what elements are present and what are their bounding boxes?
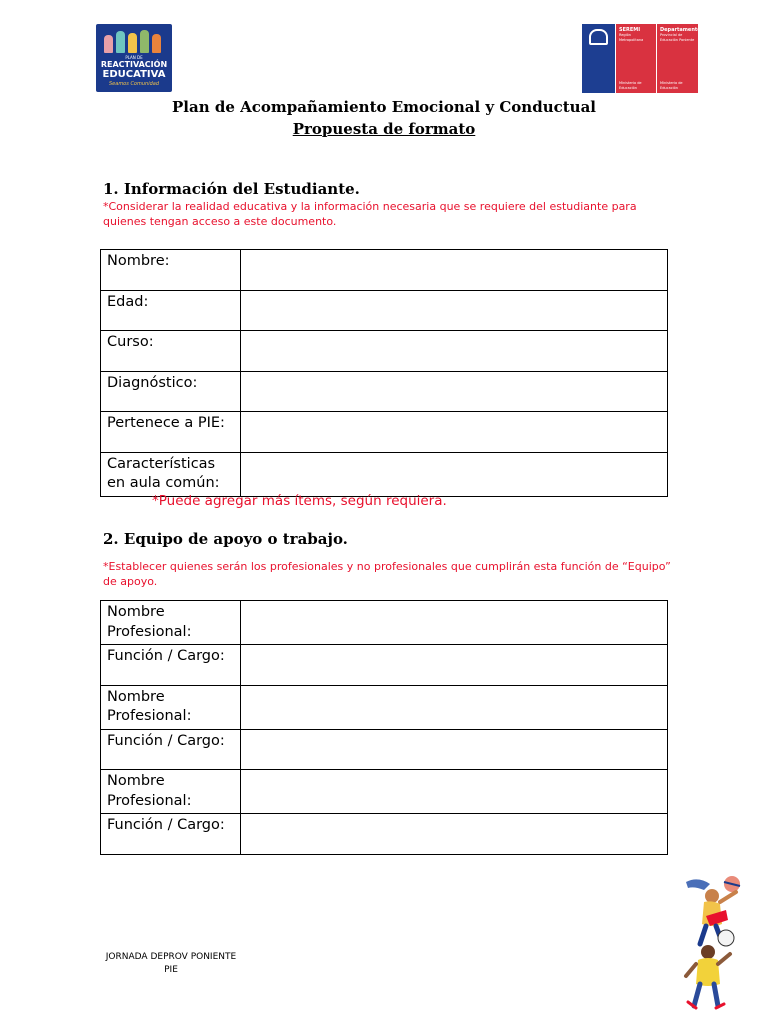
deprov-sub: Provincial de Educación Poniente [660,33,695,42]
seremi-bottom: Ministerio de Educación [619,81,642,90]
section1-heading: 1. Información del Estudiante. [103,180,360,198]
table-row [101,290,668,331]
row-label: Diagnóstico: [101,371,241,412]
row-value-field[interactable] [240,645,667,686]
seremi-sub: Región Metropolitana [619,33,644,42]
deprov-title: Departamento [660,27,701,33]
section1-note: *Considerar la realidad educativa y la información necesaria que se requiere del estudiante para quienes tengan acceso a este documento. [103,200,637,228]
deprov-bottom: Ministerio de Educación [660,81,683,90]
row-label: Características en aula común: [101,452,241,496]
section2-note: *Establecer quienes serán los profesionales y no profesionales que cumplirán esta función de “Equipo” de apoyo. [103,560,671,588]
footer-line-2: PIE [164,965,178,975]
row-value-field[interactable] [240,250,667,291]
table-row [101,645,668,686]
row-value-field[interactable] [240,412,667,453]
row-label: Curso: [101,331,241,372]
row-value-field[interactable] [240,290,667,331]
logo-line-3: Seamos Comunidad [109,81,159,87]
row-value-field[interactable] [240,729,667,770]
seremi-box [616,24,656,93]
table-row [101,412,668,453]
table-row [101,331,668,372]
emblem-icon [589,29,608,45]
row-value-field[interactable] [240,770,667,814]
student-info-table [100,249,668,497]
table-row [101,250,668,291]
reactivacion-educativa-logo [96,24,172,92]
row-value-field[interactable] [240,371,667,412]
table-row [101,814,668,855]
table-row [101,452,668,496]
row-label: Nombre: [101,250,241,291]
row-label: Función / Cargo: [101,729,241,770]
document-title: Plan de Acompañamiento Emocional y Conductual [172,98,596,116]
row-label: Edad: [101,290,241,331]
deprov-box [657,24,701,93]
row-value-field[interactable] [240,601,667,645]
table-row [101,729,668,770]
row-label: Pertenece a PIE: [101,412,241,453]
students-illustration [682,872,744,1012]
table-row [101,685,668,729]
table-row [101,601,668,645]
extra-items-note: *Puede agregar más ítems, según requiera. [152,493,447,509]
footer-line-1: JORNADA DEPROV PONIENTE [105,952,237,962]
row-value-field[interactable] [240,452,667,496]
row-value-field[interactable] [240,685,667,729]
support-team-table [100,600,668,855]
table-row [101,371,668,412]
row-label: Función / Cargo: [101,645,241,686]
logo-emblem-stripe [582,24,615,93]
row-label: Nombre Profesional: [101,770,241,814]
seremi-title: SEREMI [619,27,641,33]
hands-icon [102,29,166,53]
logo-line-2: EDUCATIVA [102,69,166,80]
row-value-field[interactable] [240,814,667,855]
mineduc-seremi-logo [582,24,701,93]
section2-heading: 2. Equipo de apoyo o trabajo. [103,530,348,548]
row-label: Nombre Profesional: [101,685,241,729]
row-label: Función / Cargo: [101,814,241,855]
document-subtitle: Propuesta de formato [292,120,476,138]
row-value-field[interactable] [240,331,667,372]
logo-line-small: PLAN DE [125,55,143,60]
logo-line-1: REACTIVACIÓN [100,60,168,69]
row-label: Nombre Profesional: [101,601,241,645]
table-row [101,770,668,814]
footer [96,951,246,977]
